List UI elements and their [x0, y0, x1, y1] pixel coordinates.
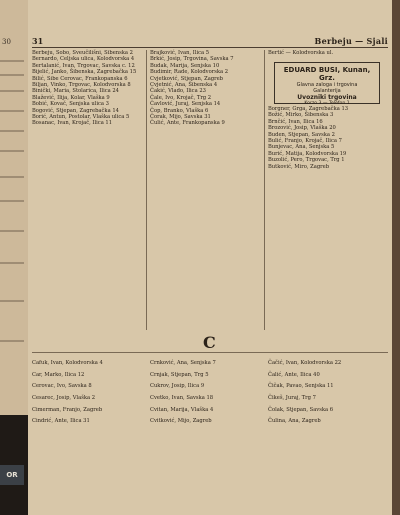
- text-line: [0, 110, 24, 112]
- text-line: [0, 300, 24, 302]
- entry: Borić, Antun, Postolar, Vlaška ulica 5: [32, 114, 130, 121]
- entry: Cvjetnić, Ana, Šibenska 4: [150, 82, 218, 89]
- column-3: [268, 50, 386, 56]
- ad-emphasis: Uvozniki trgovina: [297, 94, 357, 101]
- entry: Čačić, Ivan, Kolodvorska 22: [268, 360, 342, 367]
- entry: Butković, Miro, Zagreb: [268, 163, 330, 170]
- entry: Budak, Marija, Senjska 10: [150, 62, 220, 69]
- page-number: 31: [32, 36, 44, 46]
- entry: Bogović, Stjepan, Zagrebačka 14: [32, 107, 119, 114]
- entry: Čalić, Ante, Ilica 40: [268, 371, 320, 378]
- page-header: [32, 36, 388, 48]
- entry: Cesarec, Josip, Vlaška 2: [32, 394, 96, 401]
- entry: Bertalanić, Ivan, Trgovac, Savska c. 12: [32, 62, 135, 69]
- previous-page-edge: [0, 0, 28, 515]
- entry: Čavlović, Juraj, Senjska 14: [150, 101, 221, 108]
- entry: Buden, Stjepan, Savska 2: [268, 131, 335, 138]
- entry: Brnčić, Ivan, Ilica 16: [268, 118, 323, 125]
- book-spine-edge: [392, 0, 400, 515]
- advertisement-box: [274, 62, 380, 104]
- entry: Crnjak, Stjepan, Trg 5: [150, 371, 209, 378]
- entry: Crnković, Ana, Senjska 7: [150, 360, 216, 367]
- entry: Brajković, Ivan, Ilica 5: [150, 50, 210, 56]
- lower-column-1: [32, 355, 144, 430]
- previous-page-number: 30: [2, 38, 11, 46]
- column-3-list: [268, 106, 386, 170]
- entry: Car, Marko, Ilica 12: [32, 371, 85, 378]
- entry: Čop, Branko, Vlaška 6: [150, 107, 209, 114]
- text-line: [0, 74, 24, 76]
- entry: Binički, Maria, Stolarica, Ilica 24: [32, 88, 119, 95]
- entry: Bunjevac, Ana, Senjska 5: [268, 144, 335, 151]
- entry: Cerovac, Ivo, Savska 8: [32, 383, 92, 390]
- entry: Cvitković, Mijo, Zagreb: [150, 418, 212, 425]
- entry: Cvjetković, Stjepan, Zagreb: [150, 75, 223, 82]
- text-line: [0, 176, 24, 178]
- ad-line: Galanterija: [313, 88, 341, 94]
- column-divider: [146, 50, 147, 330]
- entry: Bijelić, Janko, Šibenska, Zagrebačka 15: [32, 69, 137, 76]
- entry: Bulić, Franjo, Krojač, Ilica 7: [268, 138, 342, 145]
- section-rule: [32, 352, 388, 353]
- text-line: [0, 262, 24, 264]
- entry: Čičak, Pavao, Senjska 11: [268, 383, 334, 390]
- entry: Čale, Ivo, Krojač, Trg 2: [150, 94, 212, 101]
- text-line: [0, 230, 24, 232]
- entry: Brozović, Josip, Vlaška 20: [268, 125, 336, 132]
- entry: Blažević, Ilija, Kolar, Vlaška 9: [32, 94, 110, 101]
- entry: Bilić, Sibe Cerovac, Frankopanska 6: [32, 75, 128, 82]
- ad-company-name: EDUARD BUSI, Kunan, Grz.: [283, 66, 371, 82]
- lower-column-2: [150, 355, 262, 430]
- text-line: [0, 130, 24, 132]
- entry: Brkić, Josip, Trgovina, Savska 7: [150, 56, 234, 63]
- entry: Burić, Matija, Kolodvorska 19: [268, 150, 347, 157]
- entry: Berbeju, Sobo, Sveučilišni, Sibenska 2: [32, 50, 133, 56]
- entry: Čulina, Ana, Zagreb: [268, 418, 321, 425]
- entry: Čolak, Stjepan, Savska 6: [268, 406, 334, 413]
- lower-column-3: [268, 355, 386, 430]
- text-line: [0, 200, 24, 202]
- entry: Buzolić, Pero, Trgovac, Trg 1: [268, 157, 345, 164]
- entry: Čorak, Mijo, Savska 31: [150, 114, 211, 121]
- ad-line: Glavna zaloga i trgovina: [296, 82, 358, 88]
- text-line: [0, 340, 24, 342]
- ad-footer: Korzo 3 — Telefon 1: [304, 101, 350, 106]
- entry: Bosanac, Ivan, Krojač, Ilica 11: [32, 120, 113, 127]
- text-line: [0, 150, 24, 152]
- entry: Budimir, Rade, Kolodvorska 2: [150, 69, 229, 76]
- directory-page: [28, 0, 392, 515]
- entry: Cukrov, Josip, Ilica 9: [150, 383, 205, 390]
- entry: Bertić — Kolodvorska ul.: [268, 50, 334, 56]
- text-line: [0, 90, 24, 92]
- running-head: Berbeju — Sjali: [314, 36, 388, 46]
- entry: Cindrić, Ante, Ilica 31: [32, 418, 90, 425]
- entry: Cvitan, Marija, Vlaška 4: [150, 406, 214, 413]
- column-1: [32, 50, 142, 127]
- entry: Čakić, Vlado, Ilica 23: [150, 88, 206, 95]
- entry: Biljan, Vinko, Trgovac, Kolodvorska 8: [32, 82, 131, 89]
- entry: Cvetko, Ivan, Savska 18: [150, 394, 214, 401]
- entry: Cafuk, Ivan, Kolodvorska 4: [32, 360, 103, 367]
- entry: Čulić, Ante, Frankopanska 9: [150, 120, 225, 127]
- text-line: [0, 60, 24, 62]
- entry: Božić, Mirko, Šibenska 3: [268, 112, 334, 119]
- entry: Borgner, Grga, Zagrebačka 13: [268, 106, 349, 112]
- side-label: OR: [0, 465, 24, 485]
- entry: Bernardo, Celjska ulica, Kolodvorska 4: [32, 56, 135, 63]
- column-divider: [264, 50, 265, 330]
- section-letter: C: [203, 333, 216, 352]
- entry: Cimerman, Franjo, Zagreb: [32, 406, 103, 413]
- header-rule: [32, 47, 388, 48]
- column-2: [150, 50, 260, 127]
- entry: Čikeš, Juraj, Trg 7: [268, 394, 316, 401]
- entry: Bobić, Kovač, Senjska ulica 3: [32, 101, 109, 108]
